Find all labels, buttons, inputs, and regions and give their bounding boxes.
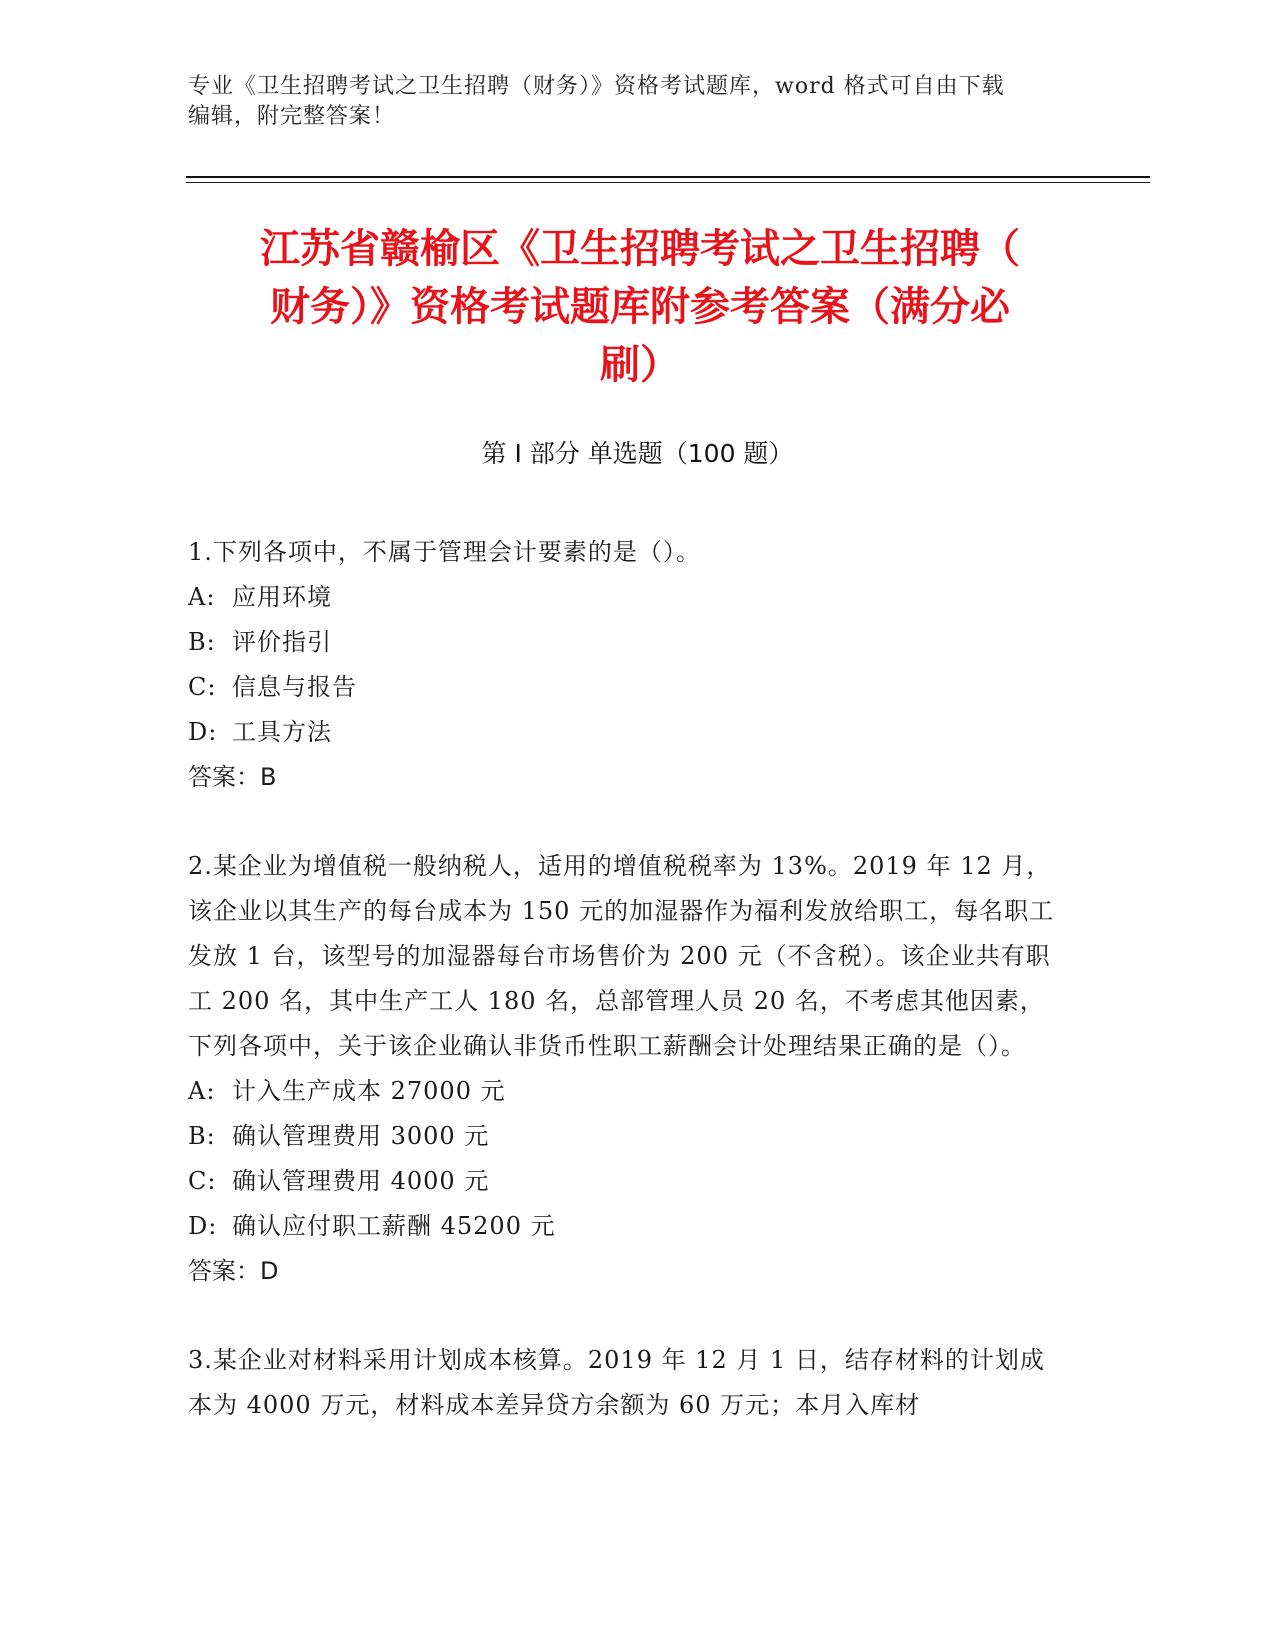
document-title-line-2: 财务）》资格考试题库附参考答案（满分必	[270, 284, 1010, 330]
question-item	[188, 844, 1068, 1294]
option-key: C:	[188, 673, 217, 701]
option-text: 评价指引	[232, 628, 332, 656]
document-title	[190, 220, 1090, 394]
header-note	[188, 72, 1068, 132]
header-note-line-1: 专业《卫生招聘考试之卫生招聘（财务）》资格考试题库，word 格式可自由下载	[188, 74, 1005, 99]
option-text: 信息与报告	[232, 673, 357, 701]
option-key: A:	[188, 583, 216, 611]
option-text: 确认应付职工薪酬 45200 元	[232, 1212, 556, 1240]
option-text: 确认管理费用 3000 元	[232, 1122, 490, 1150]
question-answer: 答案：B	[188, 763, 277, 791]
question-option-a	[188, 1069, 1068, 1114]
header-rule-thin	[186, 182, 1150, 183]
question-list	[188, 530, 1068, 1472]
question-stem: 2.某企业为增值税一般纳税人，适用的增值税税率为 13%。2019 年 12 月，该企业以其生产的每台成本为 150 元的加湿器作为福利发放给职工，每名职工发放 1 台，该型号的加湿器每台市场售价为 200 元（不含税）。该企业共有职工 200 名，其中生产工人 180 名，总部管理人员 20 名，不考虑其他因素，下列各项中，关于该企业确认非货币性职工薪酬会计处理结果正确的是（）。	[188, 852, 1055, 1060]
question-item	[188, 1338, 1068, 1428]
question-option-b	[188, 1114, 1068, 1159]
option-key: D:	[188, 718, 218, 746]
document-title-line-1: 江苏省赣榆区《卫生招聘考试之卫生招聘（	[260, 226, 1020, 272]
option-key: D:	[188, 1212, 218, 1240]
question-option-d	[188, 710, 1068, 755]
question-option-c	[188, 1159, 1068, 1204]
question-answer: 答案：D	[188, 1257, 279, 1285]
question-stem: 1.下列各项中，不属于管理会计要素的是（）。	[188, 538, 701, 566]
option-key: B:	[188, 628, 216, 656]
section-title: 第 I 部分 单选题（100 题）	[481, 439, 794, 468]
question-option-a	[188, 575, 1068, 620]
option-text: 应用环境	[232, 583, 332, 611]
question-option-c	[188, 665, 1068, 710]
option-text: 计入生产成本 27000 元	[232, 1077, 506, 1105]
question-stem: 3.某企业对材料采用计划成本核算。2019 年 12 月 1 日，结存材料的计划成本为 4000 万元，材料成本差异贷方余额为 60 万元；本月入库材	[188, 1346, 1045, 1419]
question-option-d	[188, 1204, 1068, 1249]
option-key: B:	[188, 1122, 216, 1150]
document-title-line-3: 刷）	[600, 342, 680, 388]
header-note-line-2: 编辑，附完整答案！	[188, 104, 396, 129]
option-text: 工具方法	[232, 718, 332, 746]
option-key: C:	[188, 1167, 217, 1195]
question-item	[188, 530, 1068, 800]
header-rule-thick	[186, 176, 1150, 178]
question-option-b	[188, 620, 1068, 665]
option-key: A:	[188, 1077, 216, 1105]
option-text: 确认管理费用 4000 元	[232, 1167, 490, 1195]
